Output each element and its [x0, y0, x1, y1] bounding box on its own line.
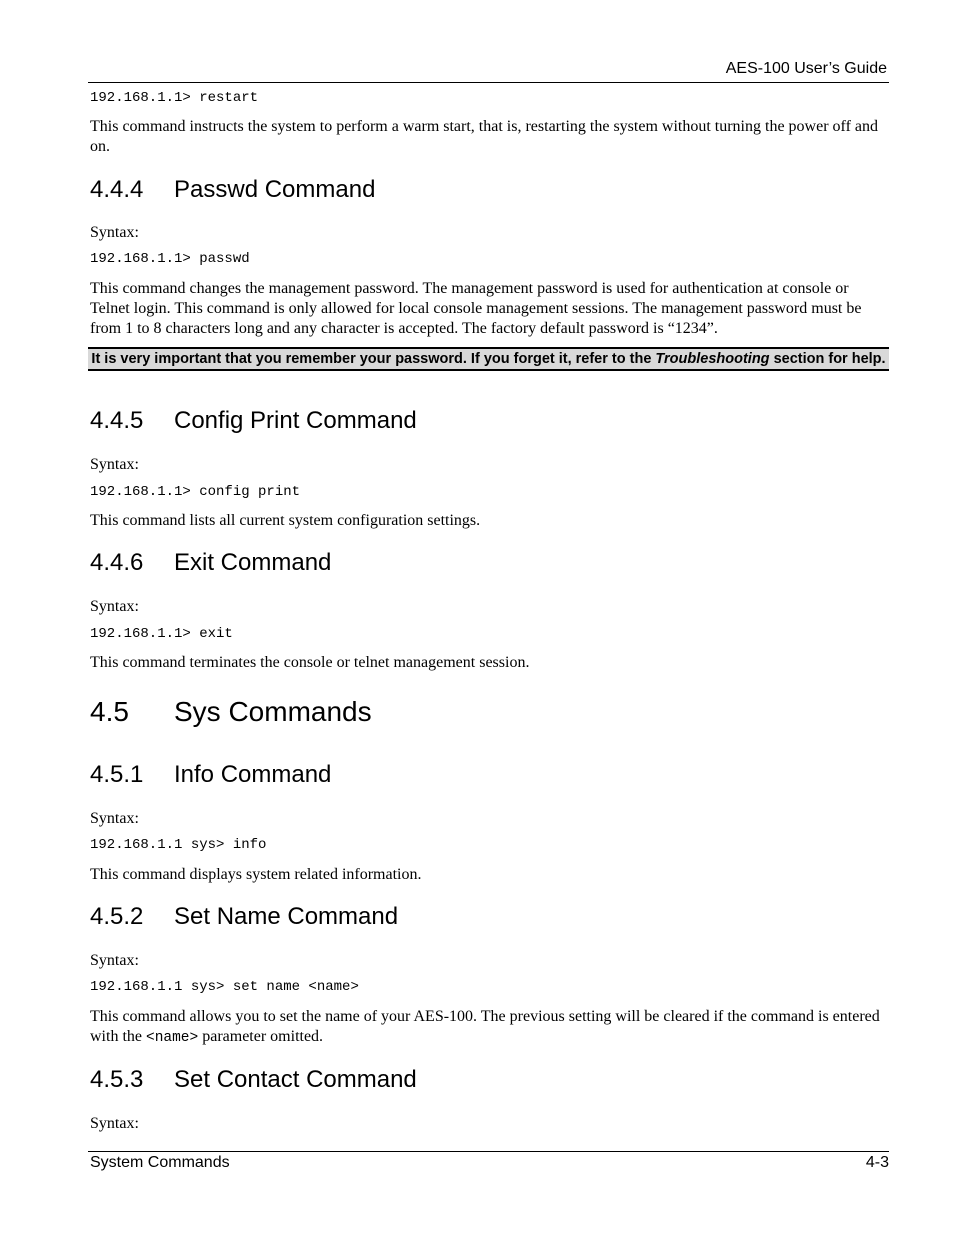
- syntax-label: Syntax:: [90, 456, 139, 473]
- running-header: [88, 60, 889, 83]
- set-name-command-code: 192.168.1.1 sys> set name <name>: [90, 979, 359, 995]
- section-title: Exit Command: [174, 549, 332, 576]
- section-number: 4.4.6: [90, 549, 144, 576]
- section-heading-4-4-5: [90, 406, 417, 436]
- restart-description: This command instructs the system to perform a warm start, that is, restarting the system without turning the power off and on.: [90, 118, 878, 155]
- section-title: Set Contact Command: [174, 1066, 417, 1093]
- note-text-after: section for help.: [769, 351, 886, 367]
- name-parameter: <name>: [146, 1030, 199, 1046]
- section-heading-4-4-4: [90, 175, 375, 205]
- page-number: 4-3: [865, 1154, 889, 1171]
- section-number: 4.5.3: [90, 1066, 144, 1093]
- section-number: 4.5.2: [90, 903, 144, 930]
- section-heading-4-5: [90, 695, 372, 729]
- section-heading-4-5-3: [90, 1065, 417, 1095]
- set-name-description: [90, 1007, 887, 1048]
- exit-description: This command terminates the console or telnet management session.: [90, 654, 530, 671]
- guide-title: AES-100 User’s Guide: [725, 60, 887, 77]
- document-page: [88, 0, 889, 1235]
- section-heading-4-5-1: [90, 760, 331, 790]
- syntax-label: Syntax:: [90, 598, 139, 615]
- exit-command-code: 192.168.1.1> exit: [90, 626, 233, 642]
- section-title: Sys Commands: [174, 696, 372, 727]
- section-number: 4.4.4: [90, 176, 144, 203]
- section-title: Set Name Command: [174, 903, 399, 930]
- section-number: 4.5.1: [90, 761, 144, 788]
- syntax-label: Syntax:: [90, 952, 139, 969]
- section-heading-4-4-6: [90, 548, 331, 578]
- syntax-label: Syntax:: [90, 224, 139, 241]
- chapter-name: System Commands: [90, 1154, 230, 1171]
- info-description: This command displays system related information.: [90, 866, 422, 883]
- set-name-desc-after: parameter omitted.: [198, 1028, 324, 1045]
- important-note: [88, 347, 889, 371]
- config-print-description: This command lists all current system configuration settings.: [90, 512, 481, 529]
- section-title: Config Print Command: [174, 407, 417, 434]
- running-footer: [88, 1151, 889, 1176]
- syntax-label: Syntax:: [90, 1115, 139, 1132]
- section-number: 4.4.5: [90, 407, 144, 434]
- restart-command-code: 192.168.1.1> restart: [90, 90, 259, 106]
- note-text-before: It is very important that you remember your password. If you forget it, refer to the: [91, 351, 656, 367]
- passwd-description: This command changes the management password. The management password is used for authentication at console or Telnet login. This command is only allowed for local console management sessions. The management password must be from 1 to 8 characters long and any character is accepted. The factory default password is “1234”.: [90, 280, 862, 337]
- passwd-command-code: 192.168.1.1> passwd: [90, 251, 250, 267]
- syntax-label: Syntax:: [90, 810, 139, 827]
- section-number: 4.5: [90, 696, 129, 727]
- section-heading-4-5-2: [90, 902, 398, 932]
- info-command-code: 192.168.1.1 sys> info: [90, 837, 267, 853]
- note-emphasis: Troubleshooting: [655, 351, 770, 367]
- section-title: Passwd Command: [174, 176, 376, 203]
- section-title: Info Command: [174, 761, 332, 788]
- set-name-desc-before: This command allows you to set the name of your AES-100. The previous setting will be cleared if the command is entered with the: [90, 1008, 880, 1045]
- config-print-command-code: 192.168.1.1> config print: [90, 484, 301, 500]
